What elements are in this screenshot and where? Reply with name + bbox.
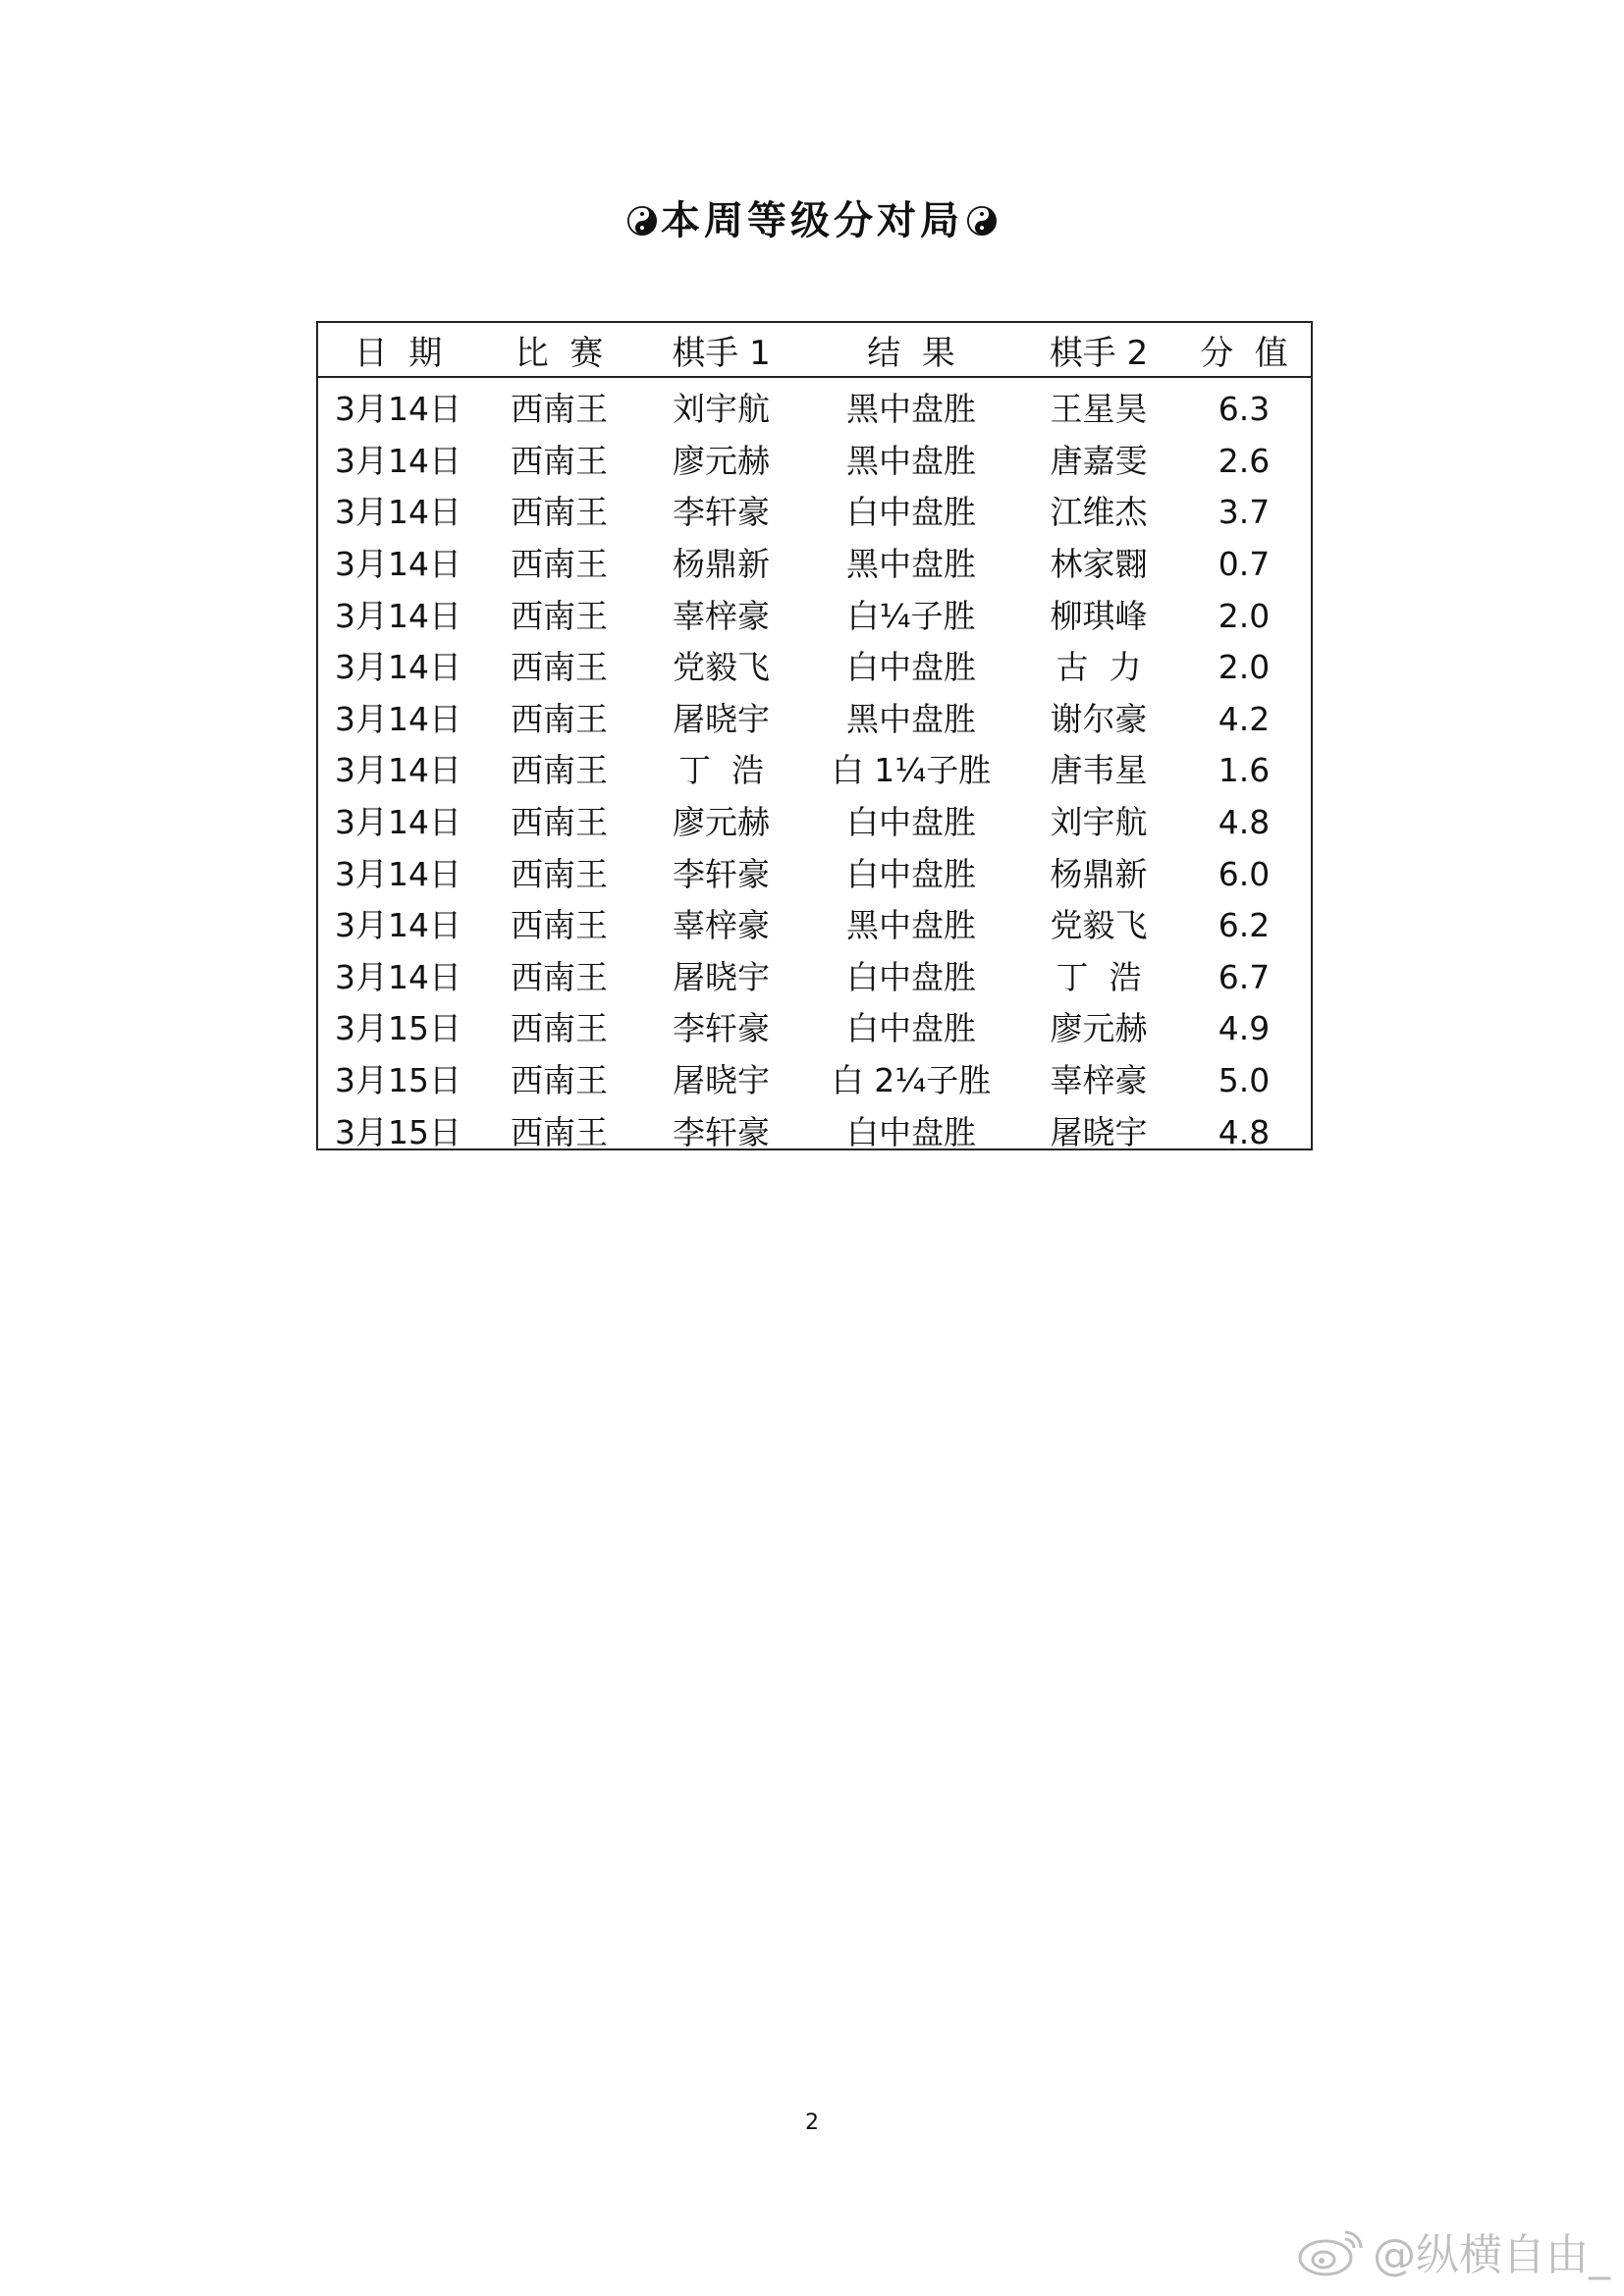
cell-match: 西南王 bbox=[511, 803, 608, 842]
games-table-container bbox=[316, 321, 1313, 1150]
cell-date: 3月14日 bbox=[335, 751, 461, 790]
table-row bbox=[318, 797, 1311, 849]
table-row bbox=[318, 377, 1311, 436]
cell-player1: 丁 浩 bbox=[678, 751, 764, 790]
cell-match: 西南王 bbox=[511, 441, 608, 480]
page-title bbox=[0, 191, 1624, 250]
cell-score: 6.0 bbox=[1218, 854, 1271, 893]
cell-player2: 唐嘉雯 bbox=[1050, 441, 1148, 480]
cell-player1: 李轩豪 bbox=[673, 1112, 770, 1151]
cell-player2: 廖元赫 bbox=[1050, 1009, 1148, 1048]
cell-player1: 李轩豪 bbox=[673, 854, 770, 893]
cell-result: 白中盘胜 bbox=[846, 854, 976, 893]
cell-match: 西南王 bbox=[511, 596, 608, 635]
cell-match: 西南王 bbox=[511, 957, 608, 996]
table-row bbox=[318, 487, 1311, 539]
cell-date: 3月14日 bbox=[335, 493, 461, 532]
cell-player2: 刘宇航 bbox=[1050, 803, 1148, 842]
cell-date: 3月14日 bbox=[335, 906, 461, 945]
page-title-text: 本周等级分对局 bbox=[661, 198, 963, 243]
cell-result: 白中盘胜 bbox=[846, 493, 976, 532]
cell-player1: 屠晓宇 bbox=[673, 1061, 770, 1100]
cell-player2: 党毅飞 bbox=[1050, 906, 1148, 945]
table-row bbox=[318, 1055, 1311, 1107]
cell-date: 3月14日 bbox=[335, 648, 461, 687]
cell-result: 黑中盘胜 bbox=[846, 441, 976, 480]
cell-result: 白中盘胜 bbox=[846, 1112, 976, 1151]
watermark bbox=[1296, 2219, 1610, 2282]
header-result: 结 果 bbox=[802, 323, 1020, 377]
cell-match: 西南王 bbox=[511, 751, 608, 790]
table-row bbox=[318, 952, 1311, 1004]
cell-player1: 辜梓豪 bbox=[673, 596, 770, 635]
cell-player2: 杨鼎新 bbox=[1050, 854, 1148, 893]
cell-date: 3月14日 bbox=[335, 854, 461, 893]
cell-player1: 屠晓宇 bbox=[673, 699, 770, 738]
cell-score: 2.0 bbox=[1218, 596, 1271, 635]
cell-match: 西南王 bbox=[511, 906, 608, 945]
table-row bbox=[318, 539, 1311, 591]
cell-match: 西南王 bbox=[511, 493, 608, 532]
cell-score: 4.8 bbox=[1218, 803, 1271, 842]
cell-score: 6.7 bbox=[1218, 957, 1271, 996]
cell-player2: 唐韦星 bbox=[1050, 751, 1148, 790]
cell-score: 2.6 bbox=[1218, 441, 1271, 480]
cell-match: 西南王 bbox=[511, 1009, 608, 1048]
cell-player1: 辜梓豪 bbox=[673, 906, 770, 945]
cell-player2: 王星昊 bbox=[1050, 390, 1148, 429]
header-date: 日 期 bbox=[318, 323, 478, 377]
cell-score: 0.7 bbox=[1218, 545, 1271, 584]
header-player2: 棋手 2 bbox=[1020, 323, 1177, 377]
cell-match: 西南王 bbox=[511, 390, 608, 429]
cell-date: 3月14日 bbox=[335, 596, 461, 635]
cell-date: 3月14日 bbox=[335, 545, 461, 584]
cell-result: 白中盘胜 bbox=[846, 803, 976, 842]
cell-score: 5.0 bbox=[1218, 1061, 1271, 1100]
cell-match: 西南王 bbox=[511, 1112, 608, 1151]
cell-date: 3月15日 bbox=[335, 1009, 461, 1048]
cell-result: 黑中盘胜 bbox=[846, 906, 976, 945]
cell-match: 西南王 bbox=[511, 545, 608, 584]
cell-result: 黑中盘胜 bbox=[846, 545, 976, 584]
table-row bbox=[318, 436, 1311, 488]
cell-date: 3月15日 bbox=[335, 1112, 461, 1151]
cell-match: 西南王 bbox=[511, 699, 608, 738]
cell-score: 3.7 bbox=[1218, 493, 1271, 532]
cell-score: 6.3 bbox=[1218, 390, 1271, 429]
table-row bbox=[318, 745, 1311, 797]
yin-yang-icon bbox=[967, 206, 997, 236]
cell-score: 4.8 bbox=[1218, 1112, 1271, 1151]
table-row bbox=[318, 590, 1311, 642]
cell-score: 1.6 bbox=[1218, 751, 1271, 790]
watermark-text: @纵横自由_ bbox=[1373, 2230, 1610, 2280]
weibo-icon bbox=[1296, 2224, 1367, 2277]
table-row bbox=[318, 900, 1311, 952]
cell-result: 白中盘胜 bbox=[846, 957, 976, 996]
cell-score: 4.9 bbox=[1218, 1009, 1271, 1048]
table-row bbox=[318, 1003, 1311, 1055]
cell-player2: 林家翾 bbox=[1050, 545, 1148, 584]
table-row bbox=[318, 1106, 1311, 1158]
cell-score: 2.0 bbox=[1218, 648, 1271, 687]
cell-date: 3月14日 bbox=[335, 441, 461, 480]
cell-player1: 屠晓宇 bbox=[673, 957, 770, 996]
cell-result: 白中盘胜 bbox=[846, 1009, 976, 1048]
cell-result: 白 2¼子胜 bbox=[831, 1061, 992, 1100]
cell-player2: 屠晓宇 bbox=[1050, 1112, 1148, 1151]
header-score: 分 值 bbox=[1177, 323, 1311, 377]
cell-player1: 李轩豪 bbox=[673, 1009, 770, 1048]
cell-player1: 李轩豪 bbox=[673, 493, 770, 532]
cell-player2: 古 力 bbox=[1056, 648, 1142, 687]
table-header-row bbox=[318, 323, 1311, 377]
cell-date: 3月14日 bbox=[335, 390, 461, 429]
cell-player2: 江维杰 bbox=[1050, 493, 1148, 532]
cell-player2: 辜梓豪 bbox=[1050, 1061, 1148, 1100]
cell-result: 黑中盘胜 bbox=[846, 699, 976, 738]
cell-date: 3月15日 bbox=[335, 1061, 461, 1100]
cell-player1: 廖元赫 bbox=[673, 803, 770, 842]
table-row bbox=[318, 694, 1311, 746]
cell-player2: 丁 浩 bbox=[1056, 957, 1142, 996]
cell-player1: 党毅飞 bbox=[673, 648, 770, 687]
cell-player2: 柳琪峰 bbox=[1050, 596, 1148, 635]
cell-result: 白中盘胜 bbox=[846, 648, 976, 687]
games-table bbox=[318, 323, 1311, 1158]
cell-score: 6.2 bbox=[1218, 906, 1271, 945]
cell-date: 3月14日 bbox=[335, 803, 461, 842]
cell-date: 3月14日 bbox=[335, 957, 461, 996]
cell-player1: 廖元赫 bbox=[673, 441, 770, 480]
header-player1: 棋手 1 bbox=[640, 323, 802, 377]
table-row bbox=[318, 848, 1311, 900]
cell-match: 西南王 bbox=[511, 854, 608, 893]
cell-player1: 杨鼎新 bbox=[673, 545, 770, 584]
cell-player1: 刘宇航 bbox=[673, 390, 770, 429]
cell-match: 西南王 bbox=[511, 648, 608, 687]
table-row bbox=[318, 642, 1311, 694]
cell-player2: 谢尔豪 bbox=[1050, 699, 1148, 738]
cell-match: 西南王 bbox=[511, 1061, 608, 1100]
cell-result: 白 1¼子胜 bbox=[831, 751, 992, 790]
cell-score: 4.2 bbox=[1218, 699, 1271, 738]
cell-date: 3月14日 bbox=[335, 699, 461, 738]
cell-result: 黑中盘胜 bbox=[846, 390, 976, 429]
page-number: 2 bbox=[805, 2110, 819, 2135]
header-match: 比 赛 bbox=[478, 323, 640, 377]
cell-result: 白¼子胜 bbox=[846, 596, 976, 635]
yin-yang-icon bbox=[627, 206, 657, 236]
